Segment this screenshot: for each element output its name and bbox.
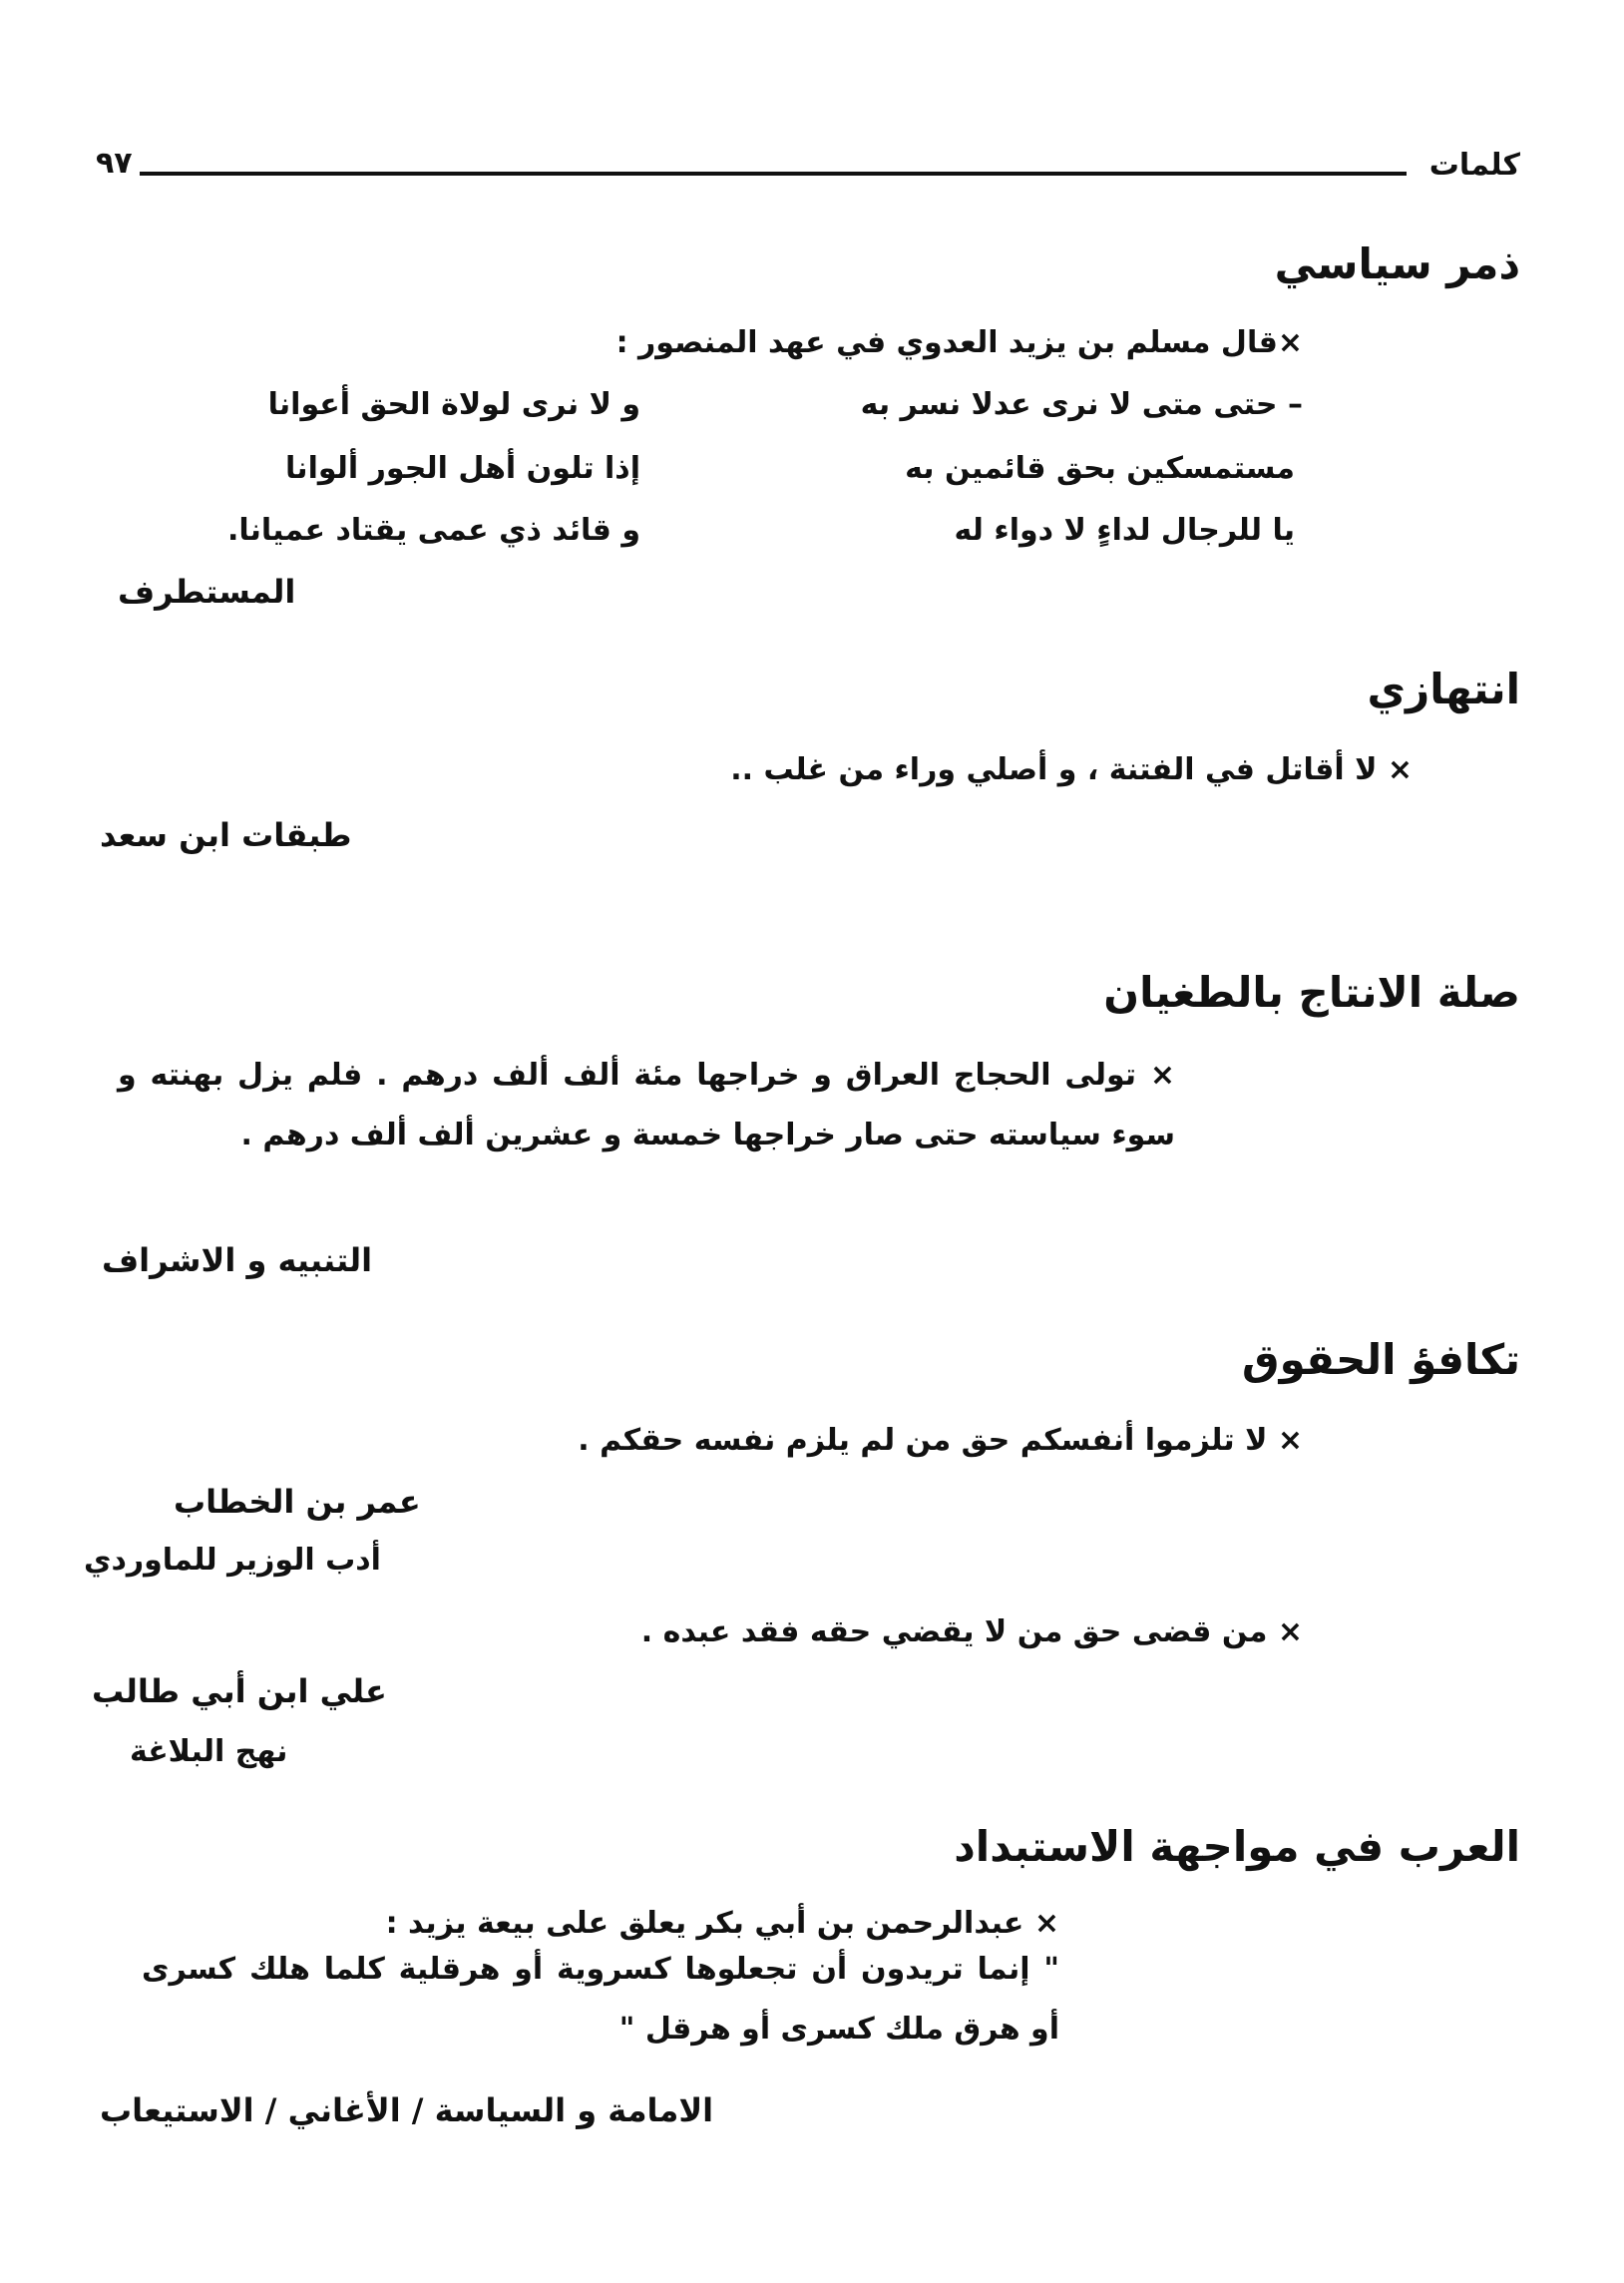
running-title: كلمات — [1428, 148, 1520, 183]
poem-hemistich-right: يا للرجال لداءٍ لا دواء له — [954, 513, 1295, 548]
section-heading: صلة الانتاج بالطغيان — [1103, 968, 1520, 1017]
quote: × من قضى حق من لا يقضي حقه فقد عبده . — [640, 1614, 1303, 1649]
source-citation: التنبيه و الاشراف — [102, 1241, 373, 1279]
source-citation: طبقات ابن سعد — [100, 816, 352, 854]
quote: × لا أقاتل في الفتنة ، و أصلي وراء من غلب .. — [730, 752, 1413, 787]
source-citation: المستطرف — [118, 573, 296, 611]
book-title: نهج البلاغة — [130, 1734, 288, 1769]
poem-hemistich-left: و لا نرى لولاة الحق أعوانا — [267, 387, 640, 422]
author-name: عمر بن الخطاب — [174, 1483, 421, 1521]
quote-paragraph: " إنما تريدون أن تجعلوها كسروية أو هرقلية كلما هلك كسرى أو هرق ملك كسرى أو هرقل " — [142, 1952, 1059, 2047]
section-heading: العرب في مواجهة الاستبداد — [954, 1822, 1520, 1871]
quote: × لا تلزموا أنفسكم حق من لم يلزم نفسه حقكم . — [578, 1423, 1303, 1458]
source-citation: الامامة و السياسة / الأغاني / الاستيعاب — [100, 2091, 714, 2129]
header-rule — [140, 172, 1407, 176]
poem-hemistich-left: و قائد ذي عمى يقتاد عميانا. — [226, 513, 640, 548]
intro-line: × عبدالرحمن بن أبي بكر يعلق على بيعة يزيد : — [385, 1906, 1059, 1941]
poem-hemistich-right: – حتى متى لا نرى عدلا نسر به — [860, 387, 1303, 422]
section-heading: انتهازي — [1367, 665, 1520, 713]
quote-paragraph: × تولى الحجاج العراق و خراجها مئة ألف ألف درهم . فلم يزل بهنته و سوء سياسته حتى صار خراجها خمسة و عشرين ألف ألف درهم . — [118, 1058, 1175, 1152]
intro-line: ×قال مسلم بن يزيد العدوي في عهد المنصور : — [615, 325, 1303, 360]
book-title: أدب الوزير للماوردي — [84, 1543, 381, 1578]
section-heading: تكافؤ الحقوق — [1242, 1335, 1520, 1384]
poem-hemistich-right: مستمسكين بحق قائمين به — [905, 451, 1295, 486]
poem-hemistich-left: إذا تلون أهل الجور ألوانا — [285, 451, 640, 486]
author-name: علي ابن أبي طالب — [92, 1672, 387, 1710]
page-number: ٩٧ — [96, 146, 133, 181]
section-heading: ذمر سياسي — [1274, 239, 1520, 288]
